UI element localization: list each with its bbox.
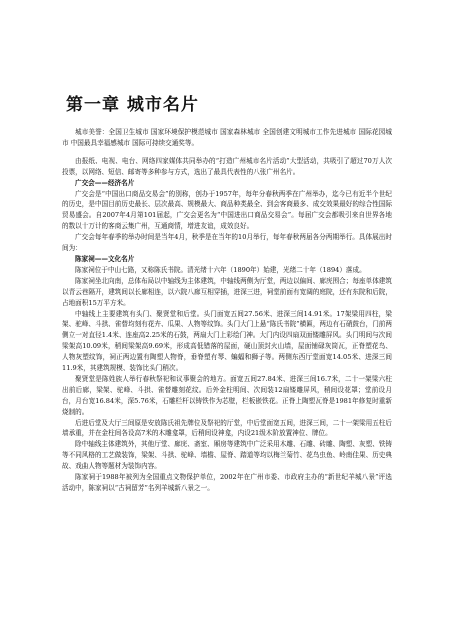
paragraph: 除中轴线主体建筑外，其他厅堂、廊庑、斋室、厢房等建筑中广泛采用木雕、石雕、砖雕、陶塑、灰塑、铁铸等不同风格的工艺做装饰，梁架、斗拱、驼峰、墙檐、屋脊、踏道等均以梅兰菊竹、花鸟虫鱼、岭南佳果、历史典故、戏曲人物等题材为装饰内容。 xyxy=(62,440,392,471)
section-heading: 陈家祠——文化名片 xyxy=(75,254,135,263)
paragraph: 广交会是“中国出口商品交易会”的别称，创办于1957年，每年分春秋两季在广州举办，迄今已有近半个世纪的历史，是中国目前历史最长、层次最高、规模最大、商品种类最全、到会客商最多、成交效果最好的综合性国际贸易盛会。自2007年4月第101届起，广交会更名为“中国进出口商品交易会”。每届广交会都吸引来自世界各地的数以十万计的客商云集广州，互通商情，增进友谊，成效良好。 xyxy=(62,189,392,231)
paragraph: 聚贤堂是陈姓族人举行春秋祭祀和议事聚会的地方。面宽五间27.84米、进深三间16.7米，二十一架梁六柱出前后廊，梁架、驼峰、斗拱、雀替雕刻花纹。后外金柱明间、次间装12扇镂雕屏风，稍间设花罩；堂前设月台，月台宽16.84米，深5.76米，石雕栏杆以铸铁作为芯壁，栏板嵌铁花。正脊上陶塑瓦脊是1981年修复时重新烧制的。 xyxy=(62,374,392,416)
document-body xyxy=(62,127,392,494)
paragraph: 陈家祠位于中山七路，又称陈氏书院。清光绪十六年（1890年）始建，光绪二十年（1894）落成。 xyxy=(75,265,366,274)
paragraph: 后进后堂及大厅三间原是安放陈氏祖先牌位及祭祀的厅堂，中后堂面宽五间，进深三间，二十一架梁用五柱后墙承重，并在金柱间各设高7米的木雕龛罩，后稍间设神龛，内设21级木阶放置神位、牌位。 xyxy=(62,418,392,438)
paragraph: 城市美誉：全国卫生城市 国家环境保护模范城市 国家森林城市 全国创建文明城市工作先进城市 国际花园城市 中国最具幸福感城市 国际可持续交通奖等。 xyxy=(62,128,392,147)
paragraph: 广交会每年春季的举办时间是当年4月，秋季是在当年的10月举行，每年春秋两届各分两期举行。具体展出时间为： xyxy=(62,233,392,253)
paragraph: 陈家祠坐北向南，总体布局以中轴线为主体建筑，中轴线两侧为厅堂，两边以偏间、廊庑围合；每座单体建筑以青云巷隔开，建筑间以长廊相连，以六院八廊互相穿插，进深三进，祠堂前面有宽阔的庭院，还有东院和后院，占地面积15万平方米。 xyxy=(62,276,392,307)
paragraph: 中轴线上主要建筑有头门、聚贤堂和后堂。头门面宽五间27.56米、进深三间14.91米。17架梁用四柱，梁架、驼峰、斗拱、雀替均刻有花卉、瓜果、人物等纹饰。头门大门上悬“陈氏书院”横匾，两边有石硝鼓台，门前两侧立一对直径1.4米、连座高2.25米的石鼓，两扇大门上彩绘门神。大门内设四扇双面镂雕屏风。头门明间与次间梁架高10.09米，稍间梁架高9.69米，形成高低错落的屋面，硬山顶封火山墙，屋面铺碌灰筒瓦，正脊塑花鸟、人物灰塑纹饰，祠正两边置有陶塑人物脊，垂脊塑有琴、蝙蝠和狮子等。两侧东西厅堂面宽14.05米、进深三间11.9米，其建筑规模、装饰比头门稍次。 xyxy=(62,309,392,373)
chapter-title: 第一章 城市名片 xyxy=(66,95,199,115)
section-heading: 广交会——经济名片 xyxy=(75,178,135,187)
paragraph: 陈家祠于1988年被列为全国重点文物保护单位，2002年在广州市委、市政府主办的“新世纪羊城八景”评选活动中，陈家祠以“古祠留芳”名列羊城新八景之一。 xyxy=(62,473,392,492)
paragraph: 由报纸、电视、电台、网络四家媒体共同举办的“打造广州城市名片活动”大型活动，共吸引了超过70万人次投票，以网络、短信、邮寄等多种参与方式，选出了最具代表性的八张广州名片。 xyxy=(62,156,392,176)
spacer xyxy=(62,149,392,156)
